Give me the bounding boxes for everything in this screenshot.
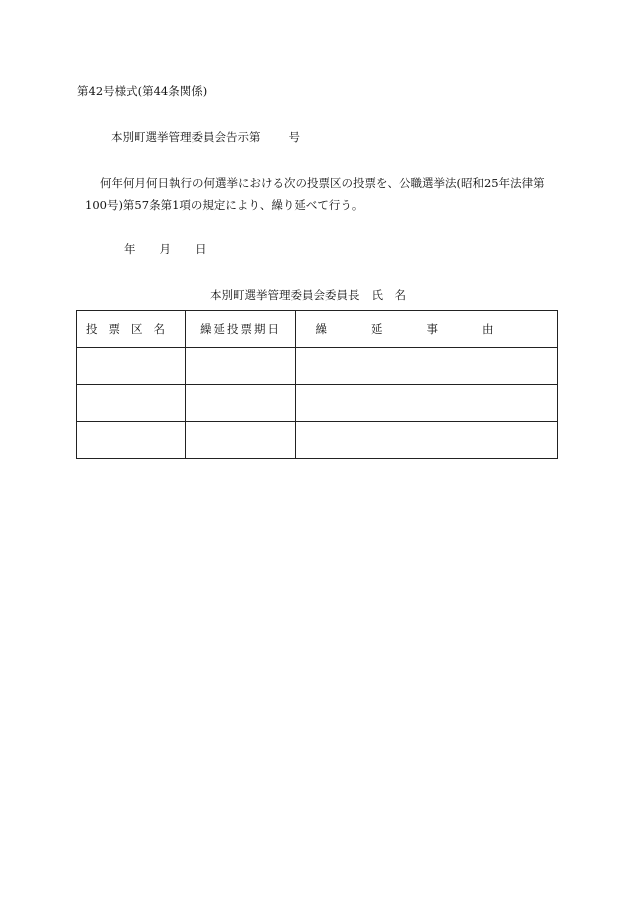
form-number: 第42号様式(第44条関係) bbox=[77, 84, 208, 98]
notice-prefix: 本別町選挙管理委員会告示第 bbox=[111, 130, 261, 144]
postponement-table bbox=[76, 310, 558, 459]
body-text-line-1: 何年何月何日執行の何選挙における次の投票区の投票を、公職選挙法(昭和25年法律第 bbox=[100, 176, 545, 190]
table-row bbox=[77, 385, 558, 422]
header-postponed-voting-date: 繰延投票期日 bbox=[186, 311, 296, 348]
cell-voting-district bbox=[77, 348, 186, 385]
cell-voting-district bbox=[77, 385, 186, 422]
header-voting-district: 投票区名 bbox=[77, 311, 186, 348]
date-month: 月 bbox=[159, 242, 171, 256]
notice-suffix: 号 bbox=[288, 130, 300, 144]
date-year: 年 bbox=[124, 242, 136, 256]
body-text-line-2: 100号)第57条第1項の規定により、繰り延べて行う。 bbox=[85, 198, 364, 212]
cell-postponed-voting-date bbox=[186, 422, 296, 459]
signer-line bbox=[210, 287, 406, 303]
cell-postponement-reason bbox=[296, 422, 558, 459]
notice-number-line bbox=[111, 129, 300, 145]
header-postponement-reason: 繰延事由 bbox=[296, 311, 558, 348]
cell-postponed-voting-date bbox=[186, 348, 296, 385]
cell-postponed-voting-date bbox=[186, 385, 296, 422]
table-row bbox=[77, 422, 558, 459]
date-line bbox=[124, 241, 207, 257]
signer-name: 氏 名 bbox=[371, 288, 406, 302]
signer-title: 本別町選挙管理委員会委員長 bbox=[210, 288, 360, 302]
table-row bbox=[77, 348, 558, 385]
cell-postponement-reason bbox=[296, 348, 558, 385]
date-day: 日 bbox=[195, 242, 207, 256]
cell-postponement-reason bbox=[296, 385, 558, 422]
cell-voting-district bbox=[77, 422, 186, 459]
table-header-row bbox=[77, 311, 558, 348]
